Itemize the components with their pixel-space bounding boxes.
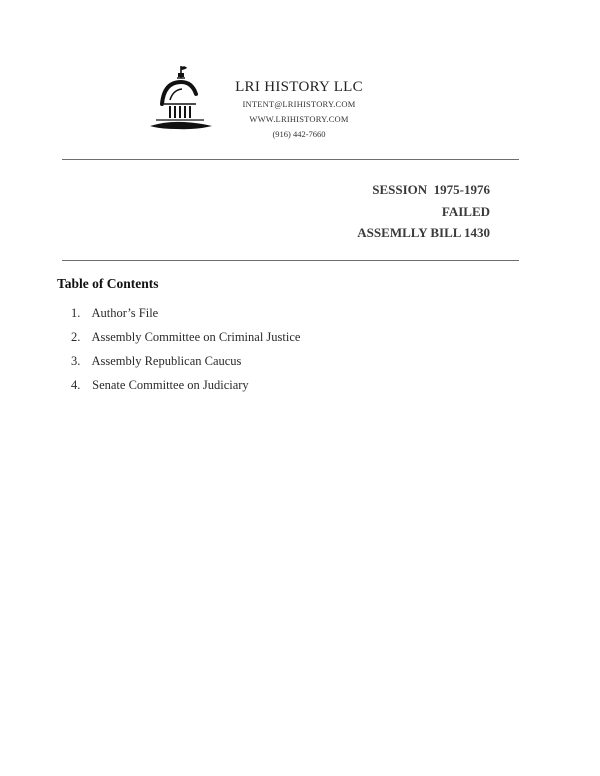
- toc-item-number: 3.: [71, 354, 81, 368]
- toc-item-number: 1.: [71, 306, 81, 320]
- toc-item-label: Author’s File: [91, 306, 159, 320]
- company-website[interactable]: WWW.LRIHISTORY.COM: [249, 114, 349, 124]
- toc-item[interactable]: [71, 306, 300, 330]
- bottom-divider: [62, 260, 519, 261]
- capitol-dome-icon: [146, 64, 214, 138]
- bill-status: FAILED: [441, 204, 490, 219]
- toc-item-number: 4.: [71, 378, 81, 392]
- toc-list: [71, 306, 300, 402]
- toc-item-label: Assembly Committee on Criminal Justice: [91, 330, 301, 344]
- top-divider: [62, 159, 519, 160]
- toc-item-label: Senate Committee on Judiciary: [92, 378, 249, 392]
- company-name: LRI HISTORY LLC: [235, 79, 363, 95]
- toc-item-number: 2.: [71, 330, 81, 344]
- toc-item-label: Assembly Republican Caucus: [91, 354, 242, 368]
- toc-item[interactable]: [71, 330, 300, 354]
- toc-item[interactable]: [71, 378, 300, 402]
- toc-title: Table of Contents: [57, 276, 159, 291]
- company-email[interactable]: INTENT@LRIHISTORY.COM: [242, 99, 356, 109]
- toc-item[interactable]: [71, 354, 300, 378]
- company-phone: (916) 442-7660: [272, 129, 326, 139]
- session-label: SESSION 1975-1976: [372, 182, 490, 197]
- bill-number: ASSEMLLY BILL 1430: [357, 225, 490, 240]
